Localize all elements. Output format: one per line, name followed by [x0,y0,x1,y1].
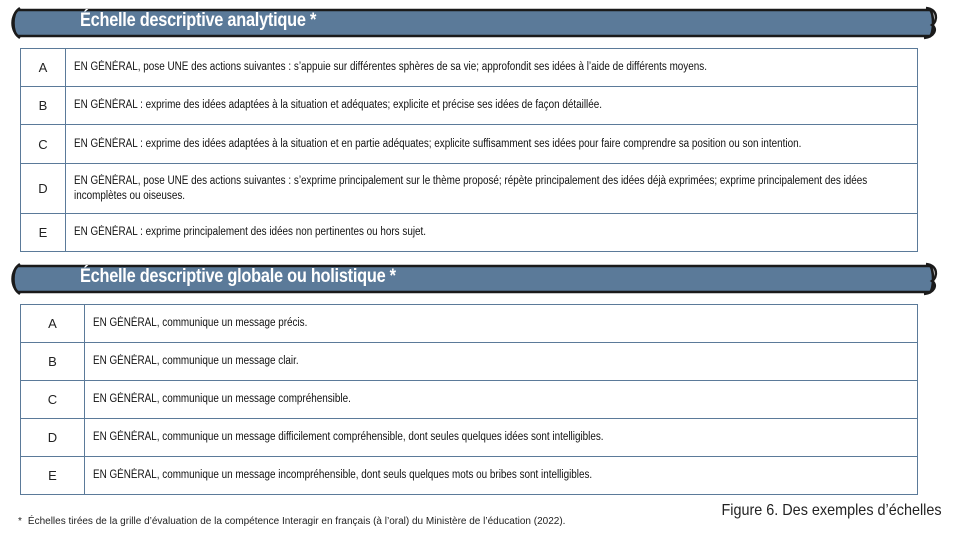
table-row [21,457,918,495]
grade-description [66,164,918,214]
grade-description-text: EN GÉNÉRAL, communique un message compréhensible. [93,393,351,405]
table-row [21,87,918,125]
figure-caption: Figure 6. Des exemples d’échelles [721,502,942,519]
grade-description-text: EN GÉNÉRAL, pose UNE des actions suivantes : s’appuie sur différentes sphères de sa vie; approfondit ses idées à l’aide de différents moyens. [74,61,707,73]
grade-description [85,457,918,495]
grade-description-text: EN GÉNÉRAL : exprime des idées adaptées à la situation et adéquates; explicite et précise ses idées de façon détaillée. [74,99,602,111]
grade-letter: A [21,305,85,343]
table-row [21,343,918,381]
grade-letter: B [21,343,85,381]
footnote [18,516,565,527]
footnote-text: Échelles tirées de la grille d’évaluation de la compétence Interagir en français (à l’oral) du Ministère de l’éducation (2022). [27,516,566,527]
grade-description [85,343,918,381]
grade-description-text: EN GÉNÉRAL : exprime des idées adaptées à la situation et en partie adéquates; explicite suffisamment ses idées pour faire comprendre sa position ou son intention. [74,137,802,150]
grade-description [66,214,918,252]
grade-letter: C [21,125,66,164]
grade-description [85,419,918,457]
grade-letter: D [21,419,85,457]
grade-description-text: EN GÉNÉRAL, pose UNE des actions suivantes : s’exprime principalement sur le thème proposé; répète principalement des idées déjà exprimées; exprime principalement des idées incomplètes ou oiseuses. [74,174,868,202]
grade-description [85,305,918,343]
section-title: Échelle descriptive analytique * [80,10,317,31]
grade-description-text: EN GÉNÉRAL : exprime principalement des idées non pertinentes ou hors sujet. [74,226,427,238]
grade-description-text: EN GÉNÉRAL, communique un message incompréhensible, dont seuls quelques mots ou bribes sont intelligibles. [93,469,593,481]
table-row [21,49,918,87]
table-row [21,164,918,214]
table-row [21,214,918,252]
table-analytique [20,48,918,252]
grade-description-text: EN GÉNÉRAL, communique un message difficilement compréhensible, dont seules quelques idées sont intelligibles. [93,431,604,443]
grade-description [66,125,918,164]
table-row [21,419,918,457]
table-row [21,381,918,419]
footnote-marker: * [18,516,22,527]
grade-description [66,49,918,87]
table-row [21,125,918,164]
grade-letter: B [21,87,66,125]
grade-letter: D [21,164,66,214]
grade-letter: E [21,214,66,252]
table-row [21,305,918,343]
grade-letter: E [21,457,85,495]
grade-letter: C [21,381,85,419]
banner-analytique [8,7,936,39]
grade-description [66,87,918,125]
grade-letter: A [21,49,66,87]
grade-description-text: EN GÉNÉRAL, communique un message précis. [93,317,308,329]
table-holistique [20,304,918,495]
banner-holistique [8,263,936,295]
grade-description-text: EN GÉNÉRAL, communique un message clair. [93,355,299,367]
section-title: Échelle descriptive globale ou holistique * [80,266,396,287]
grade-description [85,381,918,419]
